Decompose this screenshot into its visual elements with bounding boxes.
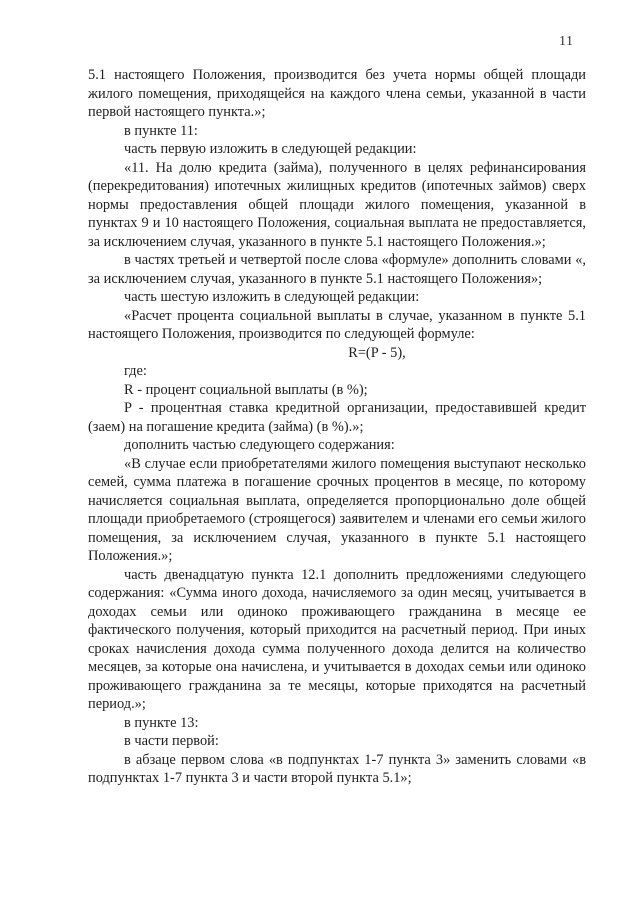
paragraph: 5.1 настоящего Положения, производится без учета нормы общей площади жилого помещения, приходящейся на каждого члена семьи, указанной в части первой настоящего пункта.»; xyxy=(88,67,586,120)
paragraph: «В случае если приобретателями жилого помещения выступают несколько семей, сумма платежа в погашение срочных процентов в месяце, по которому начисляется социальная выплата, определяется пропорционально доле общей площади приобретаемого (строящегося) заявителем и членами его семьи жилого помещения, за исключением случая, указанного в пункте 5.1 настоящего Положения.»; xyxy=(88,455,586,564)
paragraph: дополнить частью следующего содержания: xyxy=(124,437,395,453)
paragraph: в части первой: xyxy=(124,733,219,749)
paragraph: часть первую изложить в следующей редакции: xyxy=(124,141,417,157)
paragraph: часть двенадцатую пункта 12.1 дополнить предложениями следующего содержания: «Сумма иного дохода, начисляемого за один месяц, учитывается в доходах семьи или одиноко проживающего гражданина в месяце ее фактического получения, который приходится на расчетный период. При иных сроках начисления дохода сумма полученного дохода делится на количество месяцев, за которые она начислена, и учитывается в доходах семьи или одиноко проживающего гражданина за те месяцы, которые приходятся на расчетный период.»; xyxy=(88,566,586,712)
paragraph: где: xyxy=(124,363,147,379)
paragraph: в абзаце первом слова «в подпунктах 1-7 пункта 3» заменить словами «в подпунктах 1-7 пункта 3 и части второй пункта 5.1»; xyxy=(88,751,586,786)
formula: R=(P - 5), xyxy=(348,344,406,361)
page-number: 11 xyxy=(559,34,574,49)
paragraph: в частях третьей и четвертой после слова «формуле» дополнить словами «, за исключением случая, указанного в пункте 5.1 настоящего Положения»; xyxy=(88,252,586,287)
paragraph: «11. На долю кредита (займа), полученного в целях рефинансирования (перекредитования) ипотечных жилищных кредитов (ипотечных займов) сверх нормы предоставления общей площади жилого помещения, указанной в пунктах 9 и 10 настоящего Положения, социальная выплата не предоставляется, за исключением случая, указанного в пункте 5.1 настоящего Положения.»; xyxy=(88,159,586,250)
paragraph: P - процентная ставка кредитной организации, предоставившей кредит (заем) на погашение кредита (займа) (в %).»; xyxy=(88,400,586,435)
paragraph: R - процент социальной выплаты (в %); xyxy=(124,381,368,398)
paragraph: в пункте 13: xyxy=(124,714,199,731)
paragraph: часть шестую изложить в следующей редакции: xyxy=(124,289,420,305)
paragraph: «Расчет процента социальной выплаты в случае, указанном в пункте 5.1 настоящего Положения, производится по следующей формуле: xyxy=(88,307,586,342)
document-body xyxy=(88,66,586,788)
paragraph: в пункте 11: xyxy=(124,122,198,139)
